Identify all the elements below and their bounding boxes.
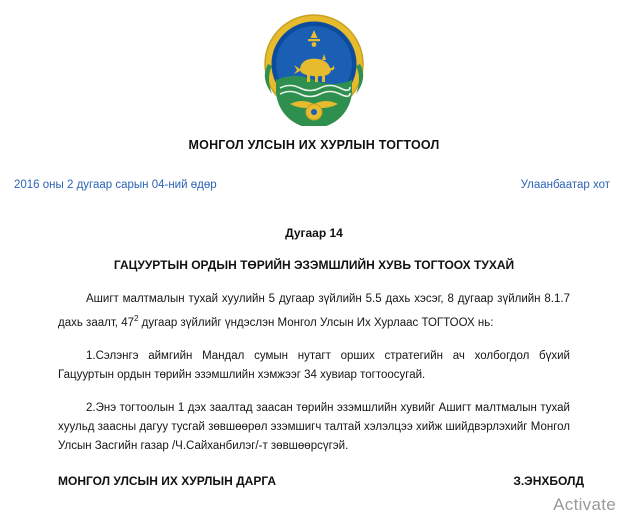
document-place: Улаанбаатар хот bbox=[520, 179, 610, 191]
emblem-container bbox=[0, 0, 628, 130]
paragraph-intro-superscript: 2 bbox=[134, 314, 139, 323]
mongolia-state-emblem-icon bbox=[250, 8, 378, 126]
paragraph-intro-part2: дугаар зүйлийг үндэслэн Монгол Улсын Их Хурлаас ТОГТООХ нь: bbox=[138, 316, 494, 329]
document-body bbox=[0, 290, 628, 456]
resolution-number: Дугаар 14 bbox=[285, 226, 343, 240]
signature-title: МОНГОЛ УЛСЫН ИХ ХУРЛЫН ДАРГА bbox=[58, 473, 277, 488]
paragraph-intro-part1: Ашигт малтмалын тухай хуулийн 5 дугаар зүйлийн 5.5 дахь хэсэг, 8 дугаар зүйлийн 8.1.7 дахь заалт, 47 bbox=[58, 293, 570, 329]
page-title: МОНГОЛ УЛСЫН ИХ ХУРЛЫН ТОГТООЛ bbox=[188, 138, 440, 152]
activation-watermark: Activate bbox=[553, 495, 616, 514]
paragraph-1: 1.Сэлэнгэ аймгийн Мандал сумын нутагт орших стратегийн ач холбогдол бүхий Гацууртын ордын төрийн эзэмшлийн хэмжээг 34 хувиар тогтоосугай. bbox=[58, 349, 570, 381]
document-date: 2016 оны 2 дугаар сарын 04-ний өдөр bbox=[14, 179, 217, 191]
paragraph-2: 2.Энэ тогтоолын 1 дэх заалтад заасан төрийн эзэмшлийн хувийг Ашигт малтмалын тухай хуульд заасны дагуу тусгай зөвшөөрөл эзэмшигч талтай хэлэлцээ хийж шийдвэрлэхийг Монгол Улсын Засгийн газар /Ч.Сайханбилэг/-т зөвшөөрсүгэй. bbox=[58, 401, 570, 452]
resolution-subject: ГАЦУУРТЫН ОРДЫН ТӨРИЙН ЭЗЭМШЛИЙН ХУВЬ ТОГТООХ ТУХАЙ bbox=[113, 258, 515, 272]
signature-name: З.ЭНХБОЛД bbox=[513, 473, 584, 488]
paragraph-intro bbox=[58, 290, 570, 333]
meta-row bbox=[0, 174, 628, 216]
signature-row bbox=[0, 474, 628, 498]
